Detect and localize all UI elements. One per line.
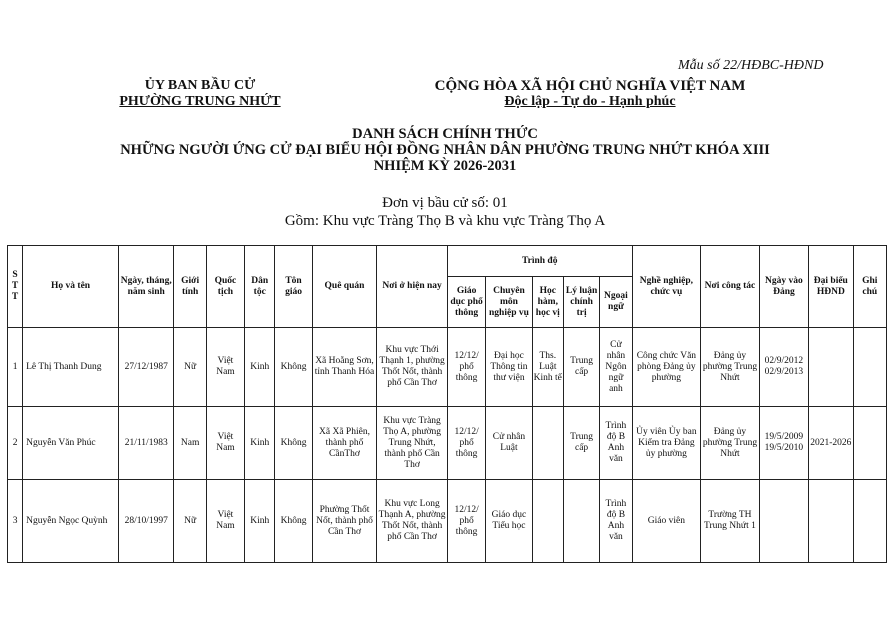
cell-workplace: Trường TH Trung Nhứt 1: [701, 480, 760, 563]
cell-dob: 28/10/1997: [118, 480, 174, 563]
cell-residence: Khu vực Tràng Thọ A, phường Trung Nhứt, thành phố Cần Thơ: [377, 407, 448, 480]
cell-hometown: Xã Xã Phiên, thành phố CầnThơ: [312, 407, 377, 480]
cell-edu-degree: Ths. Luật Kinh tế: [532, 328, 563, 407]
cell-ethnic: Kinh: [245, 480, 275, 563]
header-edu-language: Ngoại ngữ: [600, 277, 632, 328]
issuing-body-line2: PHƯỜNG TRUNG NHỨT: [119, 94, 281, 109]
header-residence: Nơi ở hiện nay: [377, 246, 448, 328]
cell-edu-language: Cử nhân Ngôn ngữ anh: [600, 328, 632, 407]
electoral-unit: [0, 194, 890, 230]
table-header-row: [8, 246, 887, 277]
header-workplace: Nơi công tác: [701, 246, 760, 328]
cell-edu-degree: [532, 480, 563, 563]
cell-name: Nguyễn Ngọc Quỳnh: [23, 480, 119, 563]
electoral-unit-number: Đơn vị bầu cử số: 01: [382, 195, 508, 211]
cell-name: Nguyễn Văn Phúc: [23, 407, 119, 480]
header-edu-degree: Học hàm, học vị: [532, 277, 563, 328]
table-row: [8, 328, 887, 407]
header-occupation: Nghề nghiệp, chức vụ: [632, 246, 701, 328]
header-gender: Giới tính: [174, 246, 206, 328]
cell-edu-general: 12/12/ phổ thông: [447, 480, 485, 563]
header-ethnic: Dân tộc: [245, 246, 275, 328]
cell-edu-specialty: Đại học Thông tin thư viện: [486, 328, 532, 407]
electoral-unit-areas: Gồm: Khu vực Tràng Thọ B và khu vực Tràng Thọ A: [284, 213, 606, 229]
document-title: [0, 126, 890, 174]
header-hometown: Quê quán: [312, 246, 377, 328]
cell-delegate: 2021-2026: [809, 407, 853, 480]
cell-edu-degree: [532, 407, 563, 480]
header-note: Ghi chú: [853, 246, 886, 328]
header-dob: Ngày, tháng, năm sinh: [118, 246, 174, 328]
cell-stt: 3: [8, 480, 23, 563]
issuing-body-line1: ỦY BAN BẦU CỬ: [144, 78, 256, 93]
cell-religion: Không: [275, 328, 312, 407]
cell-residence: Khu vực Long Thạnh A, phường Thốt Nốt, thành phố Cần Thơ: [377, 480, 448, 563]
header-nationality: Quốc tịch: [206, 246, 244, 328]
cell-edu-specialty: Giáo dục Tiểu học: [486, 480, 532, 563]
cell-religion: Không: [275, 480, 312, 563]
header-delegate: Đại biểu HĐND: [809, 246, 853, 328]
cell-edu-politics: [563, 480, 599, 563]
cell-nationality: Việt Nam: [206, 328, 244, 407]
header-name: Họ và tên: [23, 246, 119, 328]
cell-ethnic: Kinh: [245, 407, 275, 480]
cell-dob: 27/12/1987: [118, 328, 174, 407]
form-number: Mẫu số 22/HĐBC-HĐND: [678, 58, 824, 73]
cell-nationality: Việt Nam: [206, 407, 244, 480]
cell-ethnic: Kinh: [245, 328, 275, 407]
header-religion: Tôn giáo: [275, 246, 312, 328]
cell-hometown: Xã Hoằng Sơn, tỉnh Thanh Hóa: [312, 328, 377, 407]
cell-gender: Nữ: [174, 328, 206, 407]
cell-workplace: Đảng ủy phường Trung Nhứt: [701, 328, 760, 407]
title-line3: NHIỆM KỲ 2026-2031: [373, 158, 517, 174]
national-header: [405, 78, 775, 110]
header-edu-specialty: Chuyên môn nghiệp vụ: [486, 277, 532, 328]
title-line1: DANH SÁCH CHÍNH THỨC: [352, 126, 538, 142]
header-education: Trình độ: [447, 246, 632, 277]
cell-party-date: [759, 480, 808, 563]
cell-stt: 2: [8, 407, 23, 480]
cell-delegate: [809, 328, 853, 407]
national-title: CỘNG HÒA XÃ HỘI CHỦ NGHĨA VIỆT NAM: [434, 78, 746, 94]
cell-occupation: Công chức Văn phòng Đảng ủy phường: [632, 328, 701, 407]
table-row: [8, 480, 887, 563]
cell-workplace: Đảng ủy phường Trung Nhứt: [701, 407, 760, 480]
cell-edu-language: Trình độ B Anh văn: [600, 480, 632, 563]
cell-edu-politics: Trung cấp: [563, 328, 599, 407]
cell-edu-language: Trình độ B Anh văn: [600, 407, 632, 480]
header-party-date: Ngày vào Đảng: [759, 246, 808, 328]
cell-nationality: Việt Nam: [206, 480, 244, 563]
cell-stt: 1: [8, 328, 23, 407]
cell-party-date: 02/9/2012 02/9/2013: [759, 328, 808, 407]
cell-occupation: Ủy viên Ủy ban Kiểm tra Đảng ủy phường: [632, 407, 701, 480]
cell-occupation: Giáo viên: [632, 480, 701, 563]
cell-party-date: 19/5/2009 19/5/2010: [759, 407, 808, 480]
issuing-body-header: [110, 78, 290, 110]
cell-delegate: [809, 480, 853, 563]
cell-note: [853, 328, 886, 407]
cell-gender: Nữ: [174, 480, 206, 563]
cell-note: [853, 407, 886, 480]
header-edu-general: Giáo dục phổ thông: [447, 277, 485, 328]
header-stt: S T T: [8, 246, 23, 328]
candidate-table: [7, 245, 887, 563]
cell-edu-specialty: Cử nhân Luật: [486, 407, 532, 480]
header-edu-politics: Lý luận chính trị: [563, 277, 599, 328]
cell-note: [853, 480, 886, 563]
cell-name: Lê Thị Thanh Dung: [23, 328, 119, 407]
cell-edu-general: 12/12/ phổ thông: [447, 328, 485, 407]
national-motto: Độc lập - Tự do - Hạnh phúc: [504, 94, 676, 109]
cell-edu-politics: Trung cấp: [563, 407, 599, 480]
title-line2: NHỮNG NGƯỜI ỨNG CỬ ĐẠI BIỂU HỘI ĐỒNG NHÂN DÂN PHƯỜNG TRUNG NHỨT KHÓA XIII: [120, 142, 770, 158]
cell-residence: Khu vực Thới Thạnh 1, phường Thốt Nốt, thành phố Cần Thơ: [377, 328, 448, 407]
cell-hometown: Phường Thốt Nốt, thành phố Cần Thơ: [312, 480, 377, 563]
table-row: [8, 407, 887, 480]
cell-gender: Nam: [174, 407, 206, 480]
cell-religion: Không: [275, 407, 312, 480]
cell-edu-general: 12/12/ phổ thông: [447, 407, 485, 480]
cell-dob: 21/11/1983: [118, 407, 174, 480]
